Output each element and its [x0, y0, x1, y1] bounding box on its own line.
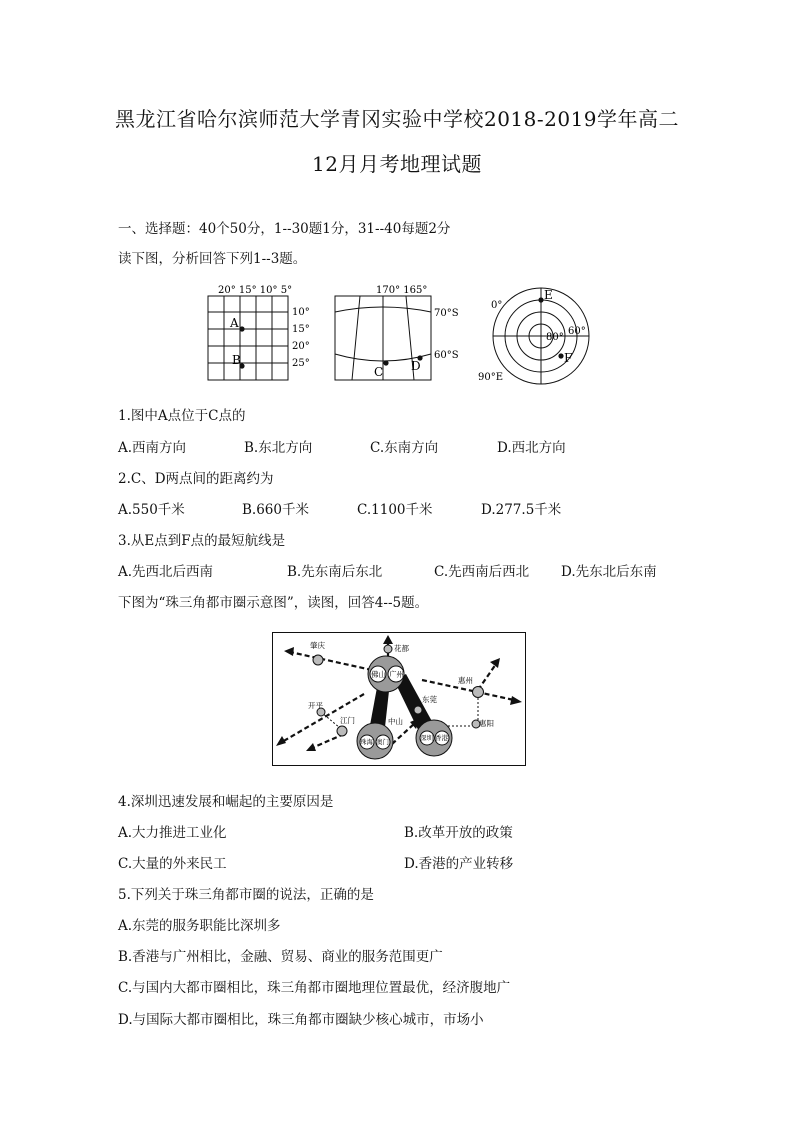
q1-option-d: D.西北方向 [497, 440, 566, 456]
q3-option-a: A.先西北后西南 [118, 564, 214, 580]
point-e-marker [538, 297, 543, 302]
grid-right-label-3: 20° [292, 341, 310, 352]
city-label-shenzhen: 深圳 [420, 734, 433, 742]
point-b-label: B [232, 353, 241, 367]
section-header: 一、选择题：40个50分，1--30题1分，31--40每题2分 [118, 221, 451, 237]
point-f-label: F [564, 351, 573, 365]
city-label-hongkong: 香港 [435, 734, 448, 742]
polar-cap-label-70s: 70°S [434, 308, 459, 319]
zhaoqing-marker [313, 655, 323, 665]
q2-option-c: C.1100千米 [357, 502, 433, 518]
city-label-macau: 澳门 [376, 738, 389, 746]
q5-option-a: A.东莞的服务职能比深圳多 [118, 918, 281, 934]
q3-option-b: B.先东南后东北 [287, 564, 383, 580]
huizhou-marker [473, 687, 484, 698]
city-label-dongguan: 东莞 [422, 695, 437, 704]
q1-option-b: B.东北方向 [244, 440, 313, 456]
q4-option-b: B.改革开放的政策 [404, 825, 513, 841]
polar-cap-top-labels: 170° 165° [376, 285, 428, 296]
q4-option-d: D.香港的产业转移 [404, 856, 514, 872]
city-label-huiyang: 惠阳 [479, 719, 494, 728]
q5-option-d: D.与国际大都市圈相比，珠三角都市圈缺少核心城市，市场小 [118, 1012, 484, 1028]
figure-2-pearl-river-delta-map [272, 632, 526, 766]
q4-option-c: C.大量的外来民工 [118, 856, 227, 872]
huadu-marker [384, 645, 392, 653]
point-d-label: D [411, 359, 421, 373]
grid-right-label-1: 10° [292, 307, 310, 318]
polar-label-0: 0° [491, 300, 503, 311]
grid-map [208, 296, 288, 380]
dongguan-marker [414, 706, 422, 714]
polar-cap-label-60s: 60°S [434, 350, 459, 361]
question-3-stem: 3.从E点到F点的最短航线是 [118, 533, 286, 549]
polar-label-80: 80° [546, 332, 564, 343]
intro-text-1: 读下图，分析回答下列1--3题。 [118, 251, 307, 267]
page-title-line2: 12月月考地理试题 [312, 152, 482, 176]
polar-label-90e: 90°E [478, 372, 504, 383]
polar-label-60: 60° [568, 326, 586, 337]
q3-option-d: D.先东北后东南 [561, 564, 657, 580]
q2-option-b: B.660千米 [242, 502, 309, 518]
page-title-line1: 黑龙江省哈尔滨师范大学青冈实验中学校2018-2019学年高二 [114, 107, 680, 131]
city-label-zhongshan: 中山 [388, 717, 403, 726]
intro-text-2: 下图为“珠三角都市圈示意图”，读图，回答4--5题。 [118, 595, 429, 611]
question-4-stem: 4.深圳迅速发展和崛起的主要原因是 [118, 794, 334, 810]
q1-option-c: C.东南方向 [370, 440, 439, 456]
question-2-stem: 2.C、D两点间的距离约为 [118, 471, 274, 487]
question-1-stem: 1.图中A点位于C点的 [118, 408, 246, 424]
point-a-label: A [230, 316, 239, 330]
city-label-jiangmen: 江门 [340, 716, 355, 725]
question-5-stem: 5.下列关于珠三角都市圈的说法，正确的是 [118, 887, 374, 903]
grid-top-labels: 20° 15° 10° 5° [218, 285, 293, 296]
city-label-guangzhou: 广州 [389, 670, 404, 679]
city-label-zhaoqing: 肇庆 [310, 641, 325, 650]
q4-option-a: A.大力推进工业化 [118, 825, 227, 841]
city-label-huadu: 花都 [394, 644, 409, 653]
figure-1-coordinate-maps [200, 282, 600, 386]
point-f-marker [558, 353, 563, 358]
q5-option-b: B.香港与广州相比，金融、贸易、商业的服务范围更广 [118, 949, 443, 965]
jiangmen-marker [337, 726, 347, 736]
q2-option-a: A.550千米 [118, 502, 185, 518]
q2-option-d: D.277.5千米 [481, 502, 562, 518]
point-e-label: E [544, 288, 553, 302]
point-c-marker [383, 360, 388, 365]
city-label-zhuhai: 珠海 [360, 738, 373, 746]
city-label-foshan: 佛山 [371, 670, 386, 679]
q1-option-a: A.西南方向 [118, 440, 187, 456]
grid-right-label-2: 15° [292, 324, 310, 335]
grid-right-label-4: 25° [292, 358, 310, 369]
q3-option-c: C.先西南后西北 [434, 564, 530, 580]
q5-option-c: C.与国内大都市圈相比，珠三角都市圈地理位置最优，经济腹地广 [118, 980, 511, 996]
point-a-marker [239, 326, 244, 331]
city-label-huizhou: 惠州 [458, 676, 473, 685]
point-c-label: C [374, 365, 384, 379]
city-label-kaiping: 开平 [308, 701, 323, 710]
